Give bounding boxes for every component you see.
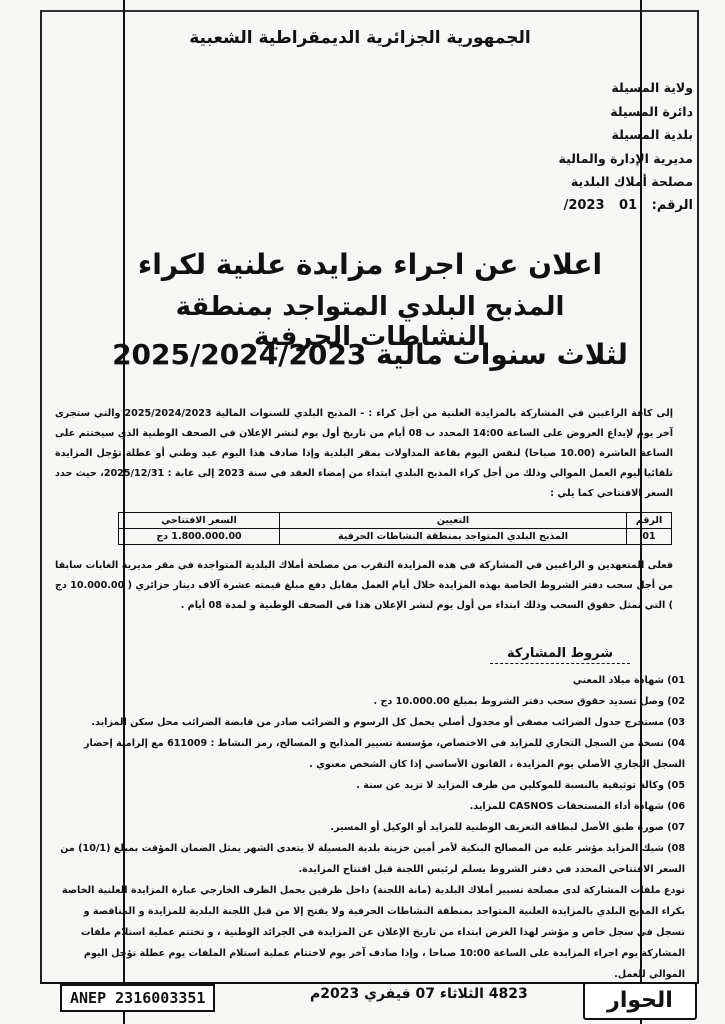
row-price: 1.800.000.00 دج (119, 529, 280, 545)
admin-line: ولاية المسيلة (611, 80, 693, 95)
list-item: 08) شيك المزايد مؤشر عليه من المصالح البنكية لأمر أمين خزينة بلدية المسيلة لا يتعدى الشهر يمثل الضمان المؤقت بمبلغ (10/1) من السعر الافتتاحي المحدد في دفتر الشروط يسلم لرئيس اللجنة قبل افتتاح المزايدة. (60, 843, 685, 875)
table-row (119, 529, 672, 545)
headline-line-3: لثلاث سنوات مالية 2025/2024/2023 (112, 338, 628, 371)
admin-line: دائرة المسيلة (610, 103, 693, 119)
anep-code: ANEP 2316003351 (60, 984, 215, 1012)
list-item: 03) مستخرج جدول الضرائب مصفى أو مجدول أصلي يحمل كل الرسوم و الضرائب صادر من قابضة الضرائب محل سكن المزايد. (91, 717, 685, 728)
list-item: تودع ملفات المشاركة لدى مصلحة تسيير أملاك البلدية (مانة اللجنة) داخل ظرفين يحمل الظرف الخارجي عبارة المزايدة العلنية الخاصة بكراء المذبح البلدي بالمزايدة العلنية المتواجد بمنطقة النشاطات الحرفية ولا يفتح إلا من قبل اللجنة البلدية للمزايدة و المناقصة و تسجل في سجل خاص و مؤشر لهذا الغرض ابتداء من تاريخ الإعلان عن المزايدة في الجرائد الوطنية ، و تختتم عملية استلام ملفات المشاركة يوم اجراء المزايدة على الساعة 10:00 صباحا ، وإذا صادف آخر يوم لاختتام عملية استلام الملفات يوم عطلة تؤجل اليوم الموالي للعمل. (61, 885, 685, 980)
ref-number: 01 (619, 198, 638, 213)
list-item: 07) صورة طبق الأصل لبطاقة التعريف الوطنية للمزايد أو الوكيل أو المسير. (330, 822, 685, 833)
ref-label: الرقم: (651, 198, 693, 213)
admin-line: مصلحة أملاك البلدية (570, 174, 693, 189)
col-price-header: السعر الافتتاحي (119, 513, 280, 529)
admin-line: بلدية المسيلة (611, 127, 693, 142)
price-table (118, 512, 672, 545)
conditions-list (60, 670, 685, 985)
newspaper-logo: الحوار (583, 982, 697, 1020)
col-designation-header: التعيين (280, 513, 627, 529)
row-number: 01 (627, 529, 672, 545)
issue-info: 4823 الثلاثاء 07 فيفري 2023م (310, 986, 528, 1002)
intro-paragraph: إلى كافة الراغبين في المشاركة بالمزايدة العلنية من أجل كراء : - المذبح البلدي للسنوات المالية 2025/2024/2023 والتي ستجرى آخر يوم لإيداع العروض على الساعة 14:00 المحدد ب 08 أيام من تاريخ أول يوم لنشر الإعلان في الصحف الوطنية الذي سيختتم على الساعة العاشرة (10.00 صباحا) لنفس اليوم بقاعة المداولات بمقر البلدية وإذا صادف هذا اليوم عيد وطني أو عطلة تؤجل المزايدة تلقائيا ليوم العمل الموالي وذلك من أجل كراء المذبح البلدي ابتداء من إمضاء العقد في سنة 2023 إلى غاية : 2025/12/31، حيث حدد السعر الافتتاحي كما يلي : (55, 408, 673, 499)
issuing-authority (433, 76, 693, 194)
republic-title: الجمهورية الجزائرية الديمقراطية الشعبية (189, 28, 531, 48)
conditions-title: شروط المشاركة (490, 646, 630, 664)
headline-line-1: اعلان عن اجراء مزايدة علنية لكراء (137, 248, 603, 281)
list-item: 06) شهادة أداء المستحقات CASNOS للمزايد. (469, 801, 685, 812)
headline-line-2: المذبح البلدي المتواجد بمنطقة النشاطات الحرفية (175, 292, 565, 352)
admin-line: مديرية الإدارة والمالية (558, 150, 693, 166)
list-item: 05) وكالة توثيقية بالنسبة للموكلين من طرف المزايد لا تزيد عن سنة . (356, 780, 685, 791)
reference-number (393, 198, 693, 213)
withdrawal-paragraph: فعلى المتعهدين و الراغبين في المشاركة في هذه المزايدة التقرب من مصلحة أملاك البلدية المتواجدة في مقر مديرية الغابات سابقا من أجل سحب دفتر الشروط الخاصة بهذه المزايدة خلال أيام العمل مقابل دفع مبلغ قيمته عشرة آلاف دينار جزائري ( 10.000.00 دج ) التي تمثل حقوق السحب وذلك ابتداء من أول يوم لنشر الإعلان هذا في الصحف الوطنية و لمدة 08 أيام . (55, 560, 673, 611)
list-item: 02) وصل تسديد حقوق سحب دفتر الشروط بمبلغ 10.000.00 دج . (373, 696, 685, 707)
list-item: 04) نسخة من السجل التجاري للمزايد في الاختصاص، مؤسسة تسيير المذابح و المسالخ، رمز النشاط : 611009 مع إلزامية إحضار السجل التجاري الأصلي يوم المزايدة ، القانون الأساسي إذا كان الشخص معنوي . (83, 738, 685, 770)
table-header-row (119, 513, 672, 529)
row-designation: المذبح البلدي المتواجد بمنطقة النشاطات الحرفية (280, 529, 627, 545)
ref-year: 2023/ (563, 198, 605, 213)
list-item: 01) شهادة ميلاد المعني (572, 675, 685, 686)
col-number-header: الرقم (627, 513, 672, 529)
